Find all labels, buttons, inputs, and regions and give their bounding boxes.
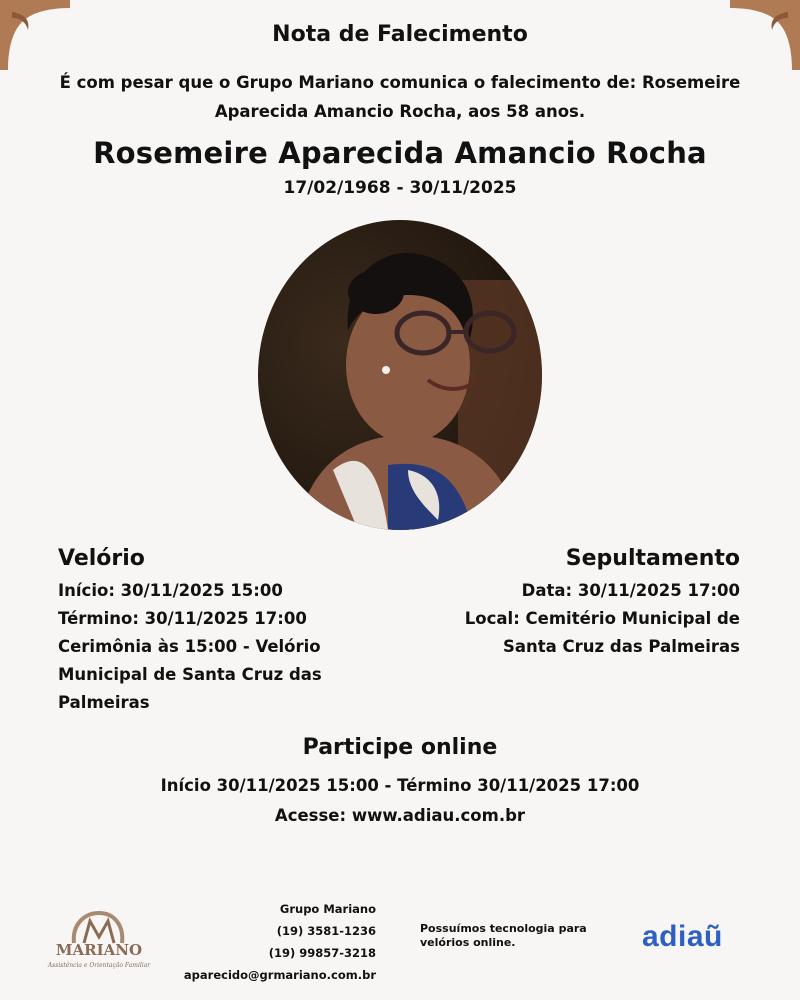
contact-email[interactable]: aparecido@grmariano.com.br	[183, 968, 376, 982]
mariano-logo	[44, 905, 154, 971]
contact-phone-1[interactable]: (19) 3581-1236	[276, 924, 376, 938]
online-link[interactable]: Acesse: www.adiau.com.br	[274, 806, 526, 825]
contact-phone-2[interactable]: (19) 99857-3218	[268, 946, 376, 960]
deceased-name: Rosemeire Aparecida Amancio Rocha	[93, 136, 707, 170]
contact-block	[180, 898, 376, 986]
velorio-title: Velório	[58, 546, 145, 571]
intro-text: É com pesar que o Grupo Mariano comunica o falecimento de: Rosemeire Aparecida Amancio Rocha, aos 58 anos.	[59, 73, 741, 121]
velorio-section	[58, 546, 358, 717]
life-dates: 17/02/1968 - 30/11/2025	[283, 178, 517, 198]
logo-text: MARIANO	[55, 941, 143, 959]
online-time: Início 30/11/2025 15:00 - Término 30/11/2025 17:00	[160, 776, 640, 795]
velorio-start: Início: 30/11/2025 15:00	[58, 581, 283, 600]
online-title: Participe online	[302, 735, 498, 760]
contact-company: Grupo Mariano	[279, 902, 376, 916]
logo-subtitle: Assistência e Orientação Familiar	[47, 962, 151, 969]
page-title: Nota de Falecimento	[272, 22, 528, 47]
velorio-ceremony: Cerimônia às 15:00 - Velório Municipal de Santa Cruz das Palmeiras	[58, 637, 322, 712]
tech-note: Possuímos tecnologia para velórios online.	[420, 922, 587, 949]
velorio-end: Término: 30/11/2025 17:00	[58, 609, 307, 628]
sepultamento-section	[410, 546, 740, 661]
portrait-photo	[258, 220, 542, 530]
sepultamento-place: Local: Cemitério Municipal de Santa Cruz das Palmeiras	[464, 609, 740, 656]
sepultamento-title: Sepultamento	[565, 546, 740, 571]
sepultamento-date: Data: 30/11/2025 17:00	[521, 581, 740, 600]
adiau-logo: adiaũ	[642, 920, 723, 953]
